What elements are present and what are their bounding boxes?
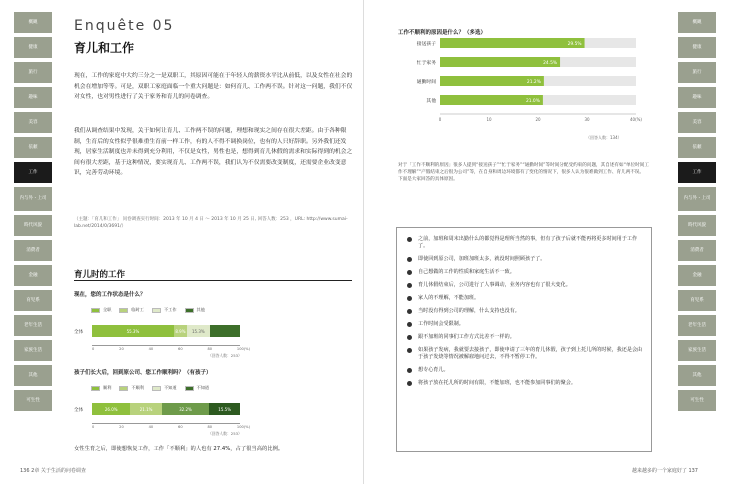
left-tab-bar [14, 12, 52, 415]
chart-2-tick-100: 100(%) [236, 425, 250, 429]
right-tab-health[interactable]: 健康 [678, 37, 716, 58]
reason-item: 之前，加班和周末出勤什么的都觉得是理所当然的事，但有了孩子后就不能再将更多时间用于工作了。 [407, 236, 643, 250]
chart-2-bar [92, 403, 240, 415]
enquete-number: Enquête 05 [74, 18, 175, 34]
right-tab-family-life[interactable]: 家族生活 [678, 340, 716, 361]
tick-label: 0 [438, 117, 442, 122]
reasons-list [396, 227, 652, 452]
closing-note: 女性生育之后，即使想恢复工作，工作「不顺利」的人也有 27.4%，占了很当高的比例。 [74, 446, 284, 452]
category-label: 通勤时间 [416, 80, 436, 85]
right-caption: 对于「工作不顺利的原因」很多人提到“接送孩子”“忙于家务”“通勤时间”等时间分配受约束的问题，其自述有如“单位时间工作不理解”“产假结束之后很为公司”等，在自身和周边环境都有了变化的情况下，很多人认为很难做到工作、育儿两不误。 下面是大家回答的具体原因。 [398, 163, 649, 182]
reason-item: 工作时间会受限制。 [407, 321, 643, 328]
legend-item-unknown-2: 不知道 [185, 385, 210, 391]
chart-2-notsmooth: 21.1% [130, 403, 161, 415]
left-tab-family-life[interactable]: 家族生活 [14, 340, 52, 361]
tick-label: 40(%) [629, 117, 643, 122]
question-1: 现在，您的工作状态是什么？ [74, 292, 146, 298]
right-tab-beauty[interactable]: 美容 [678, 112, 716, 133]
reason-item: 自己想做的工作的性质和家庭生活不一致。 [407, 269, 643, 276]
left-tab-request[interactable]: 依頼 [14, 137, 52, 158]
chart-1-nowork: 15.3% [187, 325, 210, 337]
left-tab-health[interactable]: 健康 [14, 37, 52, 58]
chart-2-note: （回答人数：253） [208, 431, 242, 436]
reasons-chart-svg [398, 28, 658, 148]
reason-item: 家人的不理解，不能加班。 [407, 295, 643, 302]
value-label: 29.5% [567, 42, 582, 47]
chart-1-axis [92, 345, 240, 346]
chart-2-smooth: 26.0% [92, 403, 130, 415]
bullet-icon [407, 309, 412, 314]
chart-1-tick-100: 100(%) [236, 347, 250, 351]
chart-1-tick-40: 40 [148, 347, 154, 351]
legend-item-fulltime: 全职 [91, 307, 111, 313]
chart-2-axis [92, 423, 240, 424]
page-title: 育儿和工作 [74, 41, 135, 55]
right-tab-inside-outside[interactable]: 内与外・上司 [678, 187, 716, 211]
legend-item-unknown: 不知道 [152, 385, 177, 391]
legend-swatch-temp [119, 308, 128, 313]
reason-item: 当时没有得到公司的理解，什么支持也没有。 [407, 308, 643, 315]
bullet-icon [407, 348, 412, 353]
reason-item: 跟不加班的同事们工作方式比差不一样的。 [407, 334, 643, 341]
left-tab-old-life[interactable]: 老年生活 [14, 315, 52, 336]
bullet-icon [407, 381, 412, 386]
enquete-header [74, 18, 174, 56]
chart-1-ticks [92, 347, 250, 351]
chart-1-tick-80: 80 [207, 347, 213, 351]
left-tab-other[interactable]: 其他 [14, 365, 52, 386]
bullet-icon [407, 368, 412, 373]
chart-1-bar [92, 325, 240, 337]
bar [440, 38, 585, 48]
left-tab-era[interactable]: 時代风貌 [14, 215, 52, 236]
legend-swatch-unknown-2 [185, 386, 194, 391]
left-tab-hobby[interactable]: 趣味 [14, 87, 52, 108]
question-2: 孩子们长大后，回到原公司、您工作顺利吗？（有孩子） [74, 370, 212, 376]
left-page [0, 0, 364, 484]
left-tab-work[interactable]: 工作 [14, 162, 52, 183]
left-tab-consumer[interactable]: 消費者 [14, 240, 52, 261]
bullet-icon [407, 322, 412, 327]
chart-1-temp: 8.9% [174, 325, 187, 337]
chart-1-note: （回答人数：253） [208, 353, 242, 358]
survey-note: （主题：「育儿和工作」 问卷调查实行时间：2013 年 10 月 4 日 ～ 2013 年 10 月 25 日, 回答人数：253 ，URL: http://www.sumai-lab.net/2014/0/3691/） [74, 217, 348, 229]
right-tab-request[interactable]: 依頼 [678, 137, 716, 158]
right-tab-hobby[interactable]: 趣味 [678, 87, 716, 108]
bullet-icon [407, 296, 412, 301]
right-tab-bar [678, 12, 716, 415]
tick-label: 20 [535, 117, 541, 122]
chart-2-tick-40: 40 [148, 425, 154, 429]
chart-2-tick-0: 0 [92, 425, 95, 429]
left-tab-childcare[interactable]: 育児系 [14, 290, 52, 311]
legend-item-other: 其他 [185, 307, 205, 313]
right-page [366, 0, 730, 484]
chart-2-tick-60: 60 [178, 425, 183, 429]
legend-swatch-fulltime [91, 308, 100, 313]
reason-item: 即使回到原公司，加班加班太多，就没时间照顾孩子了。 [407, 256, 643, 263]
chart-2-label: 全体 [74, 408, 84, 413]
bar [440, 57, 560, 67]
chart-1 [74, 322, 354, 372]
reason-item: 将孩子放在托儿所的时间有限，不能加班，也不能参加同事们的聚会。 [407, 380, 643, 387]
category-label: 其他 [426, 99, 436, 104]
chart-2-legend [91, 385, 209, 391]
left-tab-overview[interactable]: 概観 [14, 12, 52, 33]
chart-2 [74, 400, 354, 450]
value-label: 21.2% [526, 80, 541, 85]
legend-swatch-smooth [91, 386, 100, 391]
tick-label: 30 [584, 117, 590, 122]
left-tab-possible[interactable]: 可生性 [14, 390, 52, 411]
section-divider [74, 280, 352, 281]
reason-item: 育儿休假结束后，公司进行了人事调动，业务内容也有了很大变化。 [407, 282, 643, 289]
value-label: 24.5% [543, 61, 558, 66]
bullet-icon [407, 270, 412, 275]
bullet-icon [407, 283, 412, 288]
right-tab-old-life[interactable]: 老年生活 [678, 315, 716, 336]
value-label: 21.0% [525, 99, 540, 104]
left-tab-inside-outside[interactable]: 内与外・上司 [14, 187, 52, 211]
reason-item: 想专心育儿。 [407, 367, 643, 374]
chart-2-ticks [92, 425, 250, 429]
left-footer: 136 2章 关于生活的问卷调查 [20, 468, 86, 474]
chart-2-unknown-2: 15.5% [209, 403, 240, 415]
category-label: 忙于家务 [416, 61, 436, 66]
right-question: 工作不顺利的原因是什么？（多选） [398, 30, 487, 36]
left-tab-beauty[interactable]: 美容 [14, 112, 52, 133]
bullet-icon [407, 335, 412, 340]
right-tab-consumer[interactable]: 消費者 [678, 240, 716, 261]
legend-swatch-notsmooth [119, 386, 128, 391]
chart-2-tick-20: 20 [119, 425, 124, 429]
chart-2-unknown: 32.2% [162, 403, 210, 415]
chart-1-tick-0: 0 [92, 347, 95, 351]
right-tab-possible[interactable]: 可生性 [678, 390, 716, 411]
bullet-icon [407, 237, 412, 242]
legend-swatch-other [185, 308, 194, 313]
intro-paragraph-1: 现在，工作的家庭中大约三分之一是双职工，其原因可能在于年轻人的薪资水平比从前低，以及女性在社会的机会在增加等等。可是，双职工家庭面临一个重大问题是：如何育儿、工作两不误。针对这一问题，我们不仅对女性，也对男性进行了关于家务和育儿的问卷调查。 [74, 73, 353, 100]
legend-item-notsmooth: 不顺利 [119, 385, 144, 391]
chart-2-tick-80: 80 [207, 425, 213, 429]
legend-swatch-nowork [152, 308, 161, 313]
chart-1-legend [91, 307, 205, 313]
right-tab-travel[interactable]: 旅行 [678, 62, 716, 83]
right-tab-childcare[interactable]: 育児系 [678, 290, 716, 311]
right-tab-other[interactable]: 其他 [678, 365, 716, 386]
chart-1-label: 全体 [74, 330, 84, 335]
legend-item-nowork: 不工作 [152, 307, 177, 313]
legend-swatch-unknown [152, 386, 161, 391]
tick-label: 10 [486, 117, 492, 122]
section-title: 育儿时的工作 [74, 270, 126, 280]
right-tab-work[interactable]: 工作 [678, 162, 716, 183]
right-tab-finance[interactable]: 金融 [678, 265, 716, 286]
reasons-chart [398, 28, 646, 148]
left-tab-travel[interactable]: 旅行 [14, 62, 52, 83]
chart-1-tick-20: 20 [119, 347, 124, 351]
intro-paragraph-2: 我们从调查结果中发现，关于如何让育儿、工作两不误的问题，理想和现实之间存在很大差距。由于各种限制，生育后的女性似乎很难重生育前一样工作，有的人不得不调换岗位，也有的人只好辞职。另外我们还发现，居家生活制度也并未得到充分利用，不仅是女性，男性也是，想得到育儿休假的需求和实际得到的机会之间有很大差距，基于这种情况，要实现育儿、工作两不误，我们认为不仅需要改变制度，还需要企业改变意识，完善劳动环境。 [74, 128, 353, 176]
legend-item-smooth: 顺利 [91, 385, 111, 391]
chart-1-tick-60: 60 [178, 347, 183, 351]
right-tab-overview[interactable]: 概観 [678, 12, 716, 33]
chart-1-other [210, 325, 240, 337]
right-tab-era[interactable]: 時代风貌 [678, 215, 716, 236]
chart-1-fulltime: 55.3% [92, 325, 174, 337]
reasons-chart-note: （回答人数：134） [586, 135, 622, 140]
right-footer: 越来越多的一个家庭好了 137 [631, 468, 698, 474]
reason-item: 如果孩子发病，我就要去接孩子，即使申请了三年的育儿休假，孩子到上托儿所的时候，我还是会由于孩子发烧等情况被解雇地问过去，不得不暂停工作。 [407, 347, 643, 361]
left-tab-finance[interactable]: 金融 [14, 265, 52, 286]
category-label: 接送孩子 [416, 42, 436, 47]
bullet-icon [407, 257, 412, 262]
legend-item-temp: 临时工 [119, 307, 144, 313]
